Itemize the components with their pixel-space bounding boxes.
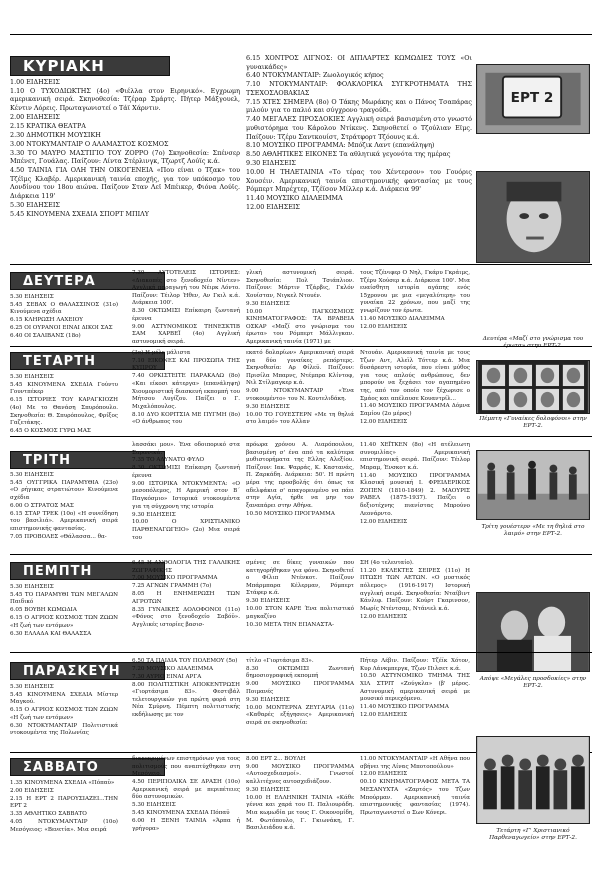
triti-column-3 xyxy=(246,442,354,552)
program-entry: 5.45 ΤΟ ΠΑΡΑΜΥΘΙ ΤΩΝ ΜΕΓΑΛΩΝ Παιδικό xyxy=(10,591,118,606)
program-entry: 11.40 ΜΟΥΣΙΚΟ ΠΡΟΓΡΑΜΜΑ Δόμνα Σαμίου (2ο μέρος) xyxy=(360,403,470,418)
day-title: ΣΑΒΒΑΤΟ xyxy=(23,760,99,775)
paraskevi-column-1 xyxy=(10,684,118,746)
photo-women-portraits xyxy=(476,360,590,414)
program-entry: 6.15 ΧΟΝΤΡΟΣ ΛΙΓΝΟΣ: ΟΙ ΔΙΠΛΑΡΤΕΣ ΚΩΜΩΔΙΕΣ ΤΟΥΣ «Οι γυναικάδες» xyxy=(246,54,472,71)
kyriaki-column-1 xyxy=(10,78,240,258)
program-entry: 5.45 ΟΥΓΓΡΙΚΑ ΠΑΡΑΜΥΘΙΑ (23o) «Ο ρήγικας στρατιώτου» Κινούμενα σχέδια xyxy=(10,479,118,502)
program-entry: 4.50 ΠΕΡΙΠΟΛΙΚΑ ΣΕ ΔΡΑΣΗ (10o) Αμερικανική σειρά με περιπέτειες δύο αστυνομικών. xyxy=(132,779,240,801)
program-entry: 6.00 Ο ΣΤΡΑΤΟΣ ΜΑΣ xyxy=(10,502,74,509)
day-title: ΚΥΡΙΑΚΗ xyxy=(23,57,105,75)
photo-period-drama xyxy=(476,592,590,672)
program-entry: 2.15 ΚΡΑΤΙΚΑ ΘΕΑΤΡΑ xyxy=(10,121,86,130)
program-entry: 10.00 ΠΑΓΚΟΣΜΙΟΣ ΚΙΝΗΜΑΤΟΓΡΑΦΟΣ: ΤΑ ΒΡΑΒΕΙΑ ΟΣΚΑΡ «Μαζί στο γνώρισμα του έρωτα» του Ρόμπερτ Μάλλιγκαν. Αμερικανική ταινία (1971) με xyxy=(246,308,354,345)
day-title: ΤΕΤΑΡΤΗ xyxy=(23,354,96,369)
program-entry: 6.15 Ο ΑΓΡΙΟΣ ΚΟΣΜΟΣ ΤΩΝ ΖΩΩΝ «Η ζωή των εντόμων» xyxy=(10,615,118,629)
triti-column-4 xyxy=(360,442,470,552)
program-entry: 6.45 Η ΑΝΘΟΛΟΓΙΑ ΤΗΣ ΓΑΛΛΙΚΗΣ ΖΩΓΡΑΦΙΚΗΣ xyxy=(132,560,240,574)
program-entry: 8.00 ΠΟΛΙΤΙΣΤΙΚΗ ΑΠΟΚΕΝΤΡΩΣΗ «Γιορτάσιμα 83». Φεστιβάλ τελετουργικών για πρώτη φορά στη Νέα Σμύρνη. Πέμπτη πολιτιστικής εκδήλωσης με τον xyxy=(132,681,240,719)
program-entry: 6.05 ΒΟΥΒΗ ΚΩΜΩΔΙΑ xyxy=(10,607,77,614)
program-entry: 8.50 ΑΘΛΗΤΙΚΕΣ ΕΙΚΟΝΕΣ Τα αθλητικά γεγονότα της ημέρας xyxy=(246,150,451,159)
photo-caption: Απόψε «Μεγάλες προσδοκίες» στην ΕΡΤ-2. xyxy=(479,676,587,690)
svg-text:ΕΡΤ 2: ΕΡΤ 2 xyxy=(510,89,554,106)
program-entry: 8.30 ΟΚΤΩΜΙΣΙ Επίκαιρη ζωντανή έρευνα xyxy=(132,465,240,479)
triti-column-2 xyxy=(132,442,240,552)
program-entry: 9.30 ΕΙΔΗΣΕΙΣ xyxy=(246,696,290,703)
program-entry: 12.00 ΕΙΔΗΣΕΙΣ xyxy=(360,613,408,620)
program-entry: 10.00 ΤΟ ΓΟΥΕΣΤΕΡΝ «Με τη θηλιά στο λαιμό» του Αλλαν xyxy=(246,411,354,426)
program-entry: 5.30 ΕΙΔΗΣΕΙΣ xyxy=(10,294,54,300)
program-entry: 2.00 ΕΙΔΗΣΕΙΣ xyxy=(10,112,60,121)
photo-western-scene xyxy=(476,450,590,520)
tetarti-column-4 xyxy=(360,350,470,432)
pempti-column-4 xyxy=(360,560,470,648)
program-entry: 7.20 ΜΟΥΣΙΚΟ ΔΙΑΛΕΙΜΜΑ xyxy=(132,665,214,672)
program-entry: 5.45 ΣΕΒΑΧ Ο ΘΑΛΑΣΣΙΝΟΣ (31o) Κινούμενα σχέδια xyxy=(10,301,118,316)
paraskevi-column-4 xyxy=(360,658,470,748)
program-entry: 11.40 ΧΕΪΤΚΕΝ (8o) «Η ατέλειωτη συνομιλίας» Αμερικανική επιστημονική σειρά. Παίζουν: Τέιλορ Μπραμ, Ένσκοτ κ.ά. xyxy=(360,442,470,471)
ert2-logo xyxy=(476,64,590,134)
program-entry: 1.00 ΕΙΔΗΣΕΙΣ xyxy=(10,78,60,86)
photo-kyriaki-man xyxy=(476,171,590,263)
program-entry: 6.15 ΙΣΤΟΡΙΕΣ ΤΟΥ ΚΑΡΑΓΚΙΟΖΗ (4o) Με το Θανάση Σπυρόπουλο. Σκηνοθεσία: Θ. Σπυρόπουλος, Φρίξος Γαζετάκης. xyxy=(10,397,118,427)
program-entry: 1.35 ΚΙΝΟΥΜΕΝΑ ΣΧΕΔΙΑ «Πόπαϋ» xyxy=(10,780,115,786)
program-entry: 7.35 ΤΟ ΑΔΥΝΑΤΟ ΦΥΛΟ xyxy=(132,457,205,464)
program-entry: 9.00 ΜΟΥΣΙΚΟ ΠΡΟΓΡΑΜΜΑ Ποιμανές xyxy=(246,681,354,695)
program-entry: 12.00 ΕΙΔΗΣΕΙΣ xyxy=(360,712,408,719)
program-entry: 5.30 ΕΙΔΗΣΕΙΣ xyxy=(10,200,60,209)
tetarti-column-2 xyxy=(132,350,240,432)
savvato-column-4 xyxy=(360,756,470,852)
program-entry: 5.30 ΕΙΔΗΣΕΙΣ xyxy=(10,684,54,690)
kyriaki-column-2 xyxy=(246,54,472,258)
program-entry: 5.30 ΕΙΔΗΣΕΙΣ xyxy=(10,472,54,478)
program-entry: εκατό δολαρίων» Αμερικανική σειρά για δύο γυναίκες ρεπόρτερς. Σκηνοθεσία: Αρ Φίλεϋ. Παίζουν: Πρισίλα Μπαρνς, Ντέμπρα Κλίντοφ, Νιλ Στίλμαγκερ κ.ά. xyxy=(246,350,354,387)
program-entry: 9.00 ΜΟΥΣΙΚΟ ΠΡΟΓΡΑΜΜΑ «Αυτοσχεδιασμοί». Γνωστοί καλλιτέχνες αυτοσχεδιάζουν. xyxy=(246,763,354,786)
program-entry: 12.00 ΕΙΔΗΣΕΙΣ xyxy=(246,203,300,212)
program-entry: 2.30 ΔΗΜΟΤΙΚΗ ΜΟΥΣΙΚΗ xyxy=(10,130,101,139)
program-entry: 3.00 ΝΤΟΚΥΜΑΝΤΑΙΡ Ο ΑΛΑΜΑΣΤΟΣ ΚΟΣΜΟΣ xyxy=(10,139,169,148)
program-entry: 5.45 ΚΙΝΟΥΜΕΝΑ ΣΧΕΔΙΑ Γούντυ Γουντπέκερ xyxy=(10,381,118,396)
program-entry: 8.10 ΔΥΟ ΚΟΡΙΤΣΙΑ ΜΕ ΠΥΓΜΗ (8o) «Ο άνθρωπος του xyxy=(132,411,240,426)
program-entry: 7.30 ΑΥΡΙΟ ΕΙΝΑΙ ΑΡΓΑ xyxy=(132,673,202,680)
program-entry: 8.10 ΜΟΥΣΙΚΟ ΠΡΟΓΡΑΜΜΑ: Μπόζικ Λαντ (επανάληψη) xyxy=(246,141,435,150)
section-divider xyxy=(10,34,592,35)
program-entry: 6.00 Η ΞΕΝΗ ΤΑΙΝΙΑ «Άρπα ή γρήγορα» xyxy=(132,817,240,832)
program-entry: πρόωρα χρόνου Α. Λιαρόπουλου, βασισμένη σ' ένα από τα καλύτερα μυθιστορήματα της Ελλης Αλεξίου. Παίζουν: Ιακ. Ψαρράς, Κ. Καστανάς, Π. Ζαρκάδη. Διάρκεια: 50'. Η πρώτη μέρα της προσβολής ότι όπως τα αδελφάκια σ' απαγορευμένο να πάει στην Αγία, ήρθε να μην τον ξαναπάρει στην Αθήνα. xyxy=(246,442,354,509)
deftera-column-4 xyxy=(360,270,470,342)
photo-schoolgirls-graphic xyxy=(477,737,589,823)
photo-caption: Πέμπτη «Γυναίκες δολοφόνοι» στην ΕΡΤ-2. xyxy=(479,416,587,430)
program-entry: 1.10 Ο ΤΥΧΟΔΙΩΚΤΗΣ (4o) «Φιέλλα στον Ειρηνικό». Εγχρωμη αμερικανική σειρά. Σκηνοθεσία: Τζέραρ Σμάρτς. Πήτερ Μάξγουελ, Κέντιν Λόρεις. Πρωταγωνιστεί ο Τάϊ Χάρντιν. xyxy=(10,86,240,113)
program-entry: 5.30 ΕΙΔΗΣΕΙΣ xyxy=(10,374,54,380)
program-entry: 10.00 ΜΟΝΤΕΡΝΑ ΖΕΥΓΑΡΙΑ (11o) «Καθαρές εξήγησεις» Αμερικανική σειρά σε σκηνοθεσία: xyxy=(246,704,354,726)
photo-schoolgirls xyxy=(476,736,590,824)
triti-column-1 xyxy=(10,472,118,550)
program-entry: 12.00 ΕΙΔΗΣΕΙΣ xyxy=(360,323,408,330)
program-entry: τίτλο «Γιορτάσιμα 83». xyxy=(246,658,314,664)
pempti-column-1 xyxy=(10,584,118,646)
photo-caption: Τρίτη γουέστερν «Με τη θηλιά στο λαιμό» στην ΕΡΤ-2. xyxy=(481,524,585,538)
program-entry: 00.10 ΚΙΝΗΜΑΤΟΓΡΑΦΟΣ ΜΕΤΑ ΤΑ ΜΕΣΑΝΥΧΤΑ «Ζαρτός» του Τζων Μπούρμαν. Αμερικανική ταινία επιστημονικής φαντασίας (1974). Πρωταγωνιστεί ο Σων Κόνερι. xyxy=(360,779,470,816)
program-entry: σμένες σε δίκες γυναικών που κατηγορήθηκαν για φόνο. Σκηνοθετεί ο Φίλιπ Ντένκοτ. Παίζουν Μπάρμπαρα Κέλερμαν, Ρόμπερτ Στάφερ κ.ά. xyxy=(246,560,354,597)
program-entry: 7.10 ΕΙΚΟΝΕΣ ΚΑΙ ΠΡΟΣΩΠΑ ΤΗΣ ΚΥΠΡΟΥ xyxy=(132,357,240,372)
program-entry: τους Τζένιφερ Ο Νηλ, Γκάρυ Γκράιμς, Τζέρυ Χούσερ κ.ά. Διάρκεια 100'. Μια ευαίσθητη ιστορία αγάπης ενός 15χρονου με μια «μεγαλύτερη» του γυναίκα 22 χρόνων, που μαζί της γνωρίζουν τον έρωτα. xyxy=(360,270,470,314)
program-entry: 10.50 ΑΣΤΥΝΟΜΙΚΟ ΤΜΗΜΑ ΤΗΣ ΧΙΛ ΣΤΡΙΤ «Ζούγκλα» (β' μέρος. Αστυνομική αμερικανική σειρά με μουσικό περιεχόμενο. xyxy=(360,673,470,703)
section-divider xyxy=(10,346,592,347)
savvato-column-2 xyxy=(132,756,240,852)
program-entry: 4.05 ΝΤΟΚΥΜΑΝΤΑΙΡ (10o) Μεσόγειος: «Βενετία». Μια σειρά xyxy=(10,819,118,833)
program-entry: 8.30 ΟΚΤΩΜΙΣΙ Επίκαιρη ζωντανή έρευνα xyxy=(132,308,240,322)
program-entry: 9.30 ΕΙΔΗΣΕΙΣ xyxy=(246,159,296,168)
program-entry: 8.35 ΓΥΝΑΙΚΕΣ ΔΟΛΟΦΟΝΟΙ (11o) «Φόνος στο ξενοδοχείο Σαβόϋ». Αγγλικές ιστορίες βασισ- xyxy=(132,606,240,628)
pempti-column-2 xyxy=(132,560,240,648)
program-entry: 5.45 ΚΙΝΟΥΜΕΝΑ ΣΧΕΔΙΑ Πόπαϋ xyxy=(132,810,230,817)
program-entry: 10.00 Η ΤΗΛΕΤΑΙΝΙΑ «Το τέρας του Χέντερσον» του Γουόρις Χουσέιν. Αμερικανική ταινία επιστημονικής φαντασίας με τους Ρόμπερτ Μπρέχτερ, Τζέϊσον Μίλλερ κ.ά. Διάρκεια 99' xyxy=(246,168,472,194)
program-entry: 12.00 ΕΙΔΗΣΕΙΣ xyxy=(360,418,408,425)
program-entry: 11.00 ΝΤΟΚΥΜΑΝΤΑΙΡ «Η Αθήνα που σβήνει της Λίνας Μποτοπούλου» xyxy=(360,756,470,770)
program-entry: 10.00 ΣΤΟΝ ΚΑΡΕ Ένα πολιτιστικό μαγκαζίνο xyxy=(246,606,354,620)
program-entry: 6.50 ΤΑ ΠΑΙΔΙΑ ΤΟΥ ΠΟΛΕΜΟΥ (5o) xyxy=(132,658,238,664)
program-entry: 4.50 ΤΑΙΝΙΑ ΓΙΑ ΟΛΗ ΤΗΝ ΟΙΚΟΓΕΝΕΙΑ «Που είναι ο Τζακ» του Τζέϊμς Κλαβέρ. Αμερικανική ταινία εποχής, για τον υπόκοσμο του Λονδίνου τον 18ου αιώνα. Παίζουν Σταν Λεϊ Μπέικερ, Φιόνα Λούϊς. Διάρκεια 119' xyxy=(10,166,240,200)
day-title: ΤΡΙΤΗ xyxy=(23,453,71,468)
tetarti-column-3 xyxy=(246,350,354,432)
program-entry: 9.30 ΕΙΔΗΣΕΙΣ xyxy=(246,598,290,605)
section-divider xyxy=(10,436,592,437)
program-entry: 9.00 ΙΣΤΟΡΙΚΑ ΝΤΟΚΥΜΕΝΤΑ: «Ο μεσοπόλεμος, Η Αμερική στον Β΄ Παγκόσμιο» Ιστορικά ντοκουμέντα για τη σύγχρονη της ιστορία xyxy=(132,480,240,510)
program-entry: 6.40 ΟΙ ΣΑΛΙΒΑΝΣ (18o) xyxy=(10,333,81,340)
program-entry: 9.30 ΕΙΔΗΣΕΙΣ xyxy=(246,300,290,307)
ert2-logo-graphic xyxy=(477,65,589,133)
pempti-column-3 xyxy=(246,560,354,648)
section-divider xyxy=(10,554,592,555)
program-entry: 12.00 ΕΙΔΗΣΕΙΣ xyxy=(360,771,408,778)
program-entry: 6.15 ΣΤΑΡ ΤΡΕΚ (10o) «Η συνείδηση του βασιλιά». Αμερικανική σειρά επιστημονικής φαντασίας. xyxy=(10,510,118,533)
program-entry: Ντουάν. Αμερικανική ταινία με τους Τζων Αντ, Αλεϊλ Τόττερ κ.ά. Μια δυσάρεστη ιστορία, που είναι μύθος για τους απλούς ανθρώπους, δεν μπορούν να ξεχάσει τον αγαπημένο της, από τον οποίο τον ξέχωρισε ο Σμάος και απέλαυσε Κουαντρίλ... xyxy=(360,350,470,402)
program-entry: 11.40 ΜΟΥΣΙΚΟ ΔΙΑΛΕΙΜΜΑ xyxy=(246,194,343,203)
program-entry: 7.15 ΧΤΕΣ ΣΗΜΕΡΑ (8o) Ο Τάκης Μωράκης και ο Πάνος Τσαπάρας μιλούν για το παλιό και σύγχρονο τραγούδι. xyxy=(246,97,472,115)
program-entry: 7.30 ΑΥΤΟΤΕΛΕΙΣ ΙΣΤΟΡΙΕΣ: «Διακοπές στο ξενοδοχείο Νίντεν» Αγγλική παραγωγή του Νέιρκ Λόντο. Παίζουν: Τέιλορ Ήθεν, Αν Γκιλ κ.ά. Διάρκεια 100'. xyxy=(132,270,240,307)
program-entry: 8.05 Η ΕΝΗΜΕΡΩΣΗ ΤΩΝ ΑΓΡΟΤΩΝ xyxy=(132,591,240,605)
program-entry: 2.00 ΕΙΔΗΣΕΙΣ xyxy=(10,787,54,794)
program-entry: διακεκριμένων επιστημόνων για τους πολιτισμούς που αναπτύχθηκαν στη Μεσόγειο. xyxy=(132,756,240,778)
program-entry: 7.40 ΜΕΓΑΛΕΣ ΠΡΟΣΔΟΚΙΕΣ Αγγλική σειρά βασισμένη στο γνωστό μυθιστόρημα του Κάρολου Ντίκενς. Σκηνοθετεί ο Τζούλιαν Εϊμς. Παίζουν: Τζέρυ Σαντκουίστ, Στράτφορτ Τζόουνς κ.ά. xyxy=(246,115,472,141)
section-divider xyxy=(10,652,592,653)
savvato-column-3 xyxy=(246,756,354,852)
program-entry: 9.30 ΕΙΔΗΣΕΙΣ xyxy=(132,511,176,518)
paraskevi-column-3 xyxy=(246,658,354,748)
program-entry: 10.50 ΜΟΥΣΙΚΟ ΠΡΟΓΡΑΜΜΑ xyxy=(246,510,335,517)
program-entry: 10.00 Η ΕΛΛΗΝΙΚΗ ΤΑΙΝΙΑ «Κάθε γέννα και χαρά του Π. Παλιουράδη. Μια κωμωδία με τους Γ. Οικονομίδη, Μ. Φωτόπουλο, Γ. Γκιωνάκη, Γ. Βασιλειάδου κ.ά. xyxy=(246,794,354,832)
program-entry: 5.30 ΕΙΔΗΣΕΙΣ xyxy=(10,584,54,590)
program-entry: 9.30 ΕΙΔΗΣΕΙΣ xyxy=(246,786,290,793)
program-entry: 10.30 ΜΕΤΑ ΤΗΝ ΕΠΑΝΑΣΤΑ- xyxy=(246,621,334,628)
program-entry: 6.45 Ο ΚΟΣΜΟΣ ΓΥΡΩ ΜΑΣ xyxy=(10,428,91,435)
photo-caption: Τετάρτη «Γ' Χριστιανικό Παρθεναγωγείο» στην ΕΡΤ-2. xyxy=(489,828,577,842)
program-entry: 6.30 ΕΛΛΑΔΑ ΚΑΙ ΘΑΛΑΣΣΑ xyxy=(10,630,92,637)
program-entry: 5.45 ΚΙΝΟΥΜΕΝΑ ΣΧΕΔΙΑ ΣΠΟΡΤ ΜΠΙΛΥ xyxy=(10,209,149,218)
program-entry: 7.10 ΝΤΟΚΥΜΑΝΤΑΙΡ: ΦΟΛΚΛΟΡΙΚΑ ΣΥΓΚΡΟΤΗΜΑΤΑ ΤΗΣ ΤΣΕΧΟΣΛΟΒΑΚΙΑΣ xyxy=(246,80,472,97)
program-entry: 10.00 Ο ΧΡΙΣΤΙΑΝΙΚΟ ΠΑΡΘΕΝΑΓΩΓΕΙΟ» (2o) Μια σειρά του xyxy=(132,519,240,541)
program-entry: 7.40 ΟΡΚΙΣΤΕΙΤΕ ΠΑΡΑΚΑΛΩ (8o) «Και είκοσι κάτεργα» (επανάληψη) Χιουμοριστική διασκευή εκπομπή του Μήτσου Λυγίζου. Παίζει ο Γ. Μιχαλόπουλος. xyxy=(132,373,240,410)
program-entry: 9.00 ΑΣΤΥΝΟΜΙΚΟΣ ΤΗΝΕΣΚΤΙΒ ΣΑΜ ΧΑΡΒΕΪ (4o) Αγγλική αστυνομική σειρά. xyxy=(132,323,240,345)
program-entry: 11.40 ΜΟΥΣΙΚΟ ΠΡΟΓΡΑΜΜΑ Κλασική μουσική Ι. ΦΡΕΙΔΕΡΙΚΟΣ ΖΟΠΕΝ (1810-1849) 2. ΜΑΟΥΡΙΣ ΡΑΒΕΛ (1875-1937). Παίζει ο δεξιοτέχνης πιανίστας Μπρούνο Λεονάρντο. xyxy=(360,472,470,517)
program-entry: 5.30 ΕΙΔΗΣΕΙΣ xyxy=(132,802,176,809)
program-entry: 8.30 ΟΚΤΩΜΙΣΙ Ζωντανή δημοσιογραφική εκπομπή xyxy=(246,665,354,680)
day-title: ΠΑΡΑΣΚΕΥΗ xyxy=(23,664,121,679)
day-header-kyriaki xyxy=(10,56,170,76)
savvato-column-1 xyxy=(10,780,118,852)
program-entry: 11.20 ΕΚΛΕΚΤΕΣ ΣΕΙΡΕΣ (11o) Η ΠΤΩΣΗ ΤΩΝ ΑΕΤΩΝ. «Ο μυστικός πόλεμος» (1916-1917) Ιστορική αγγλική σειρά. Σκηνοθεσία: Νταίβιντ Κάνλιφ. Παίζουν: Κούρτ Γκαρινσον, Μωρίς Ντέντσαμ, Ντάνιελ κ.ά. xyxy=(360,567,470,612)
program-entry: 9.30 ΕΙΔΗΣΕΙΣ xyxy=(246,403,290,410)
program-entry: 3.30 ΤΟ ΜΑΥΡΟ ΜΑΣΤΙΓΙΟ ΤΟΥ ΖΟΡΡΟ (7o) Σκηνοθεσία: Σπένσερ Μπένετ, Γουάλας. Παίζουν: Λίντα Στέρλινγκ, Τζωρτζ Λούϊς κ.ά. xyxy=(10,148,240,166)
program-entry: 6.30 ΝΤΟΚΥΜΑΝΤΑΙΡ Πολιτιστικά ντοκουμέντα της Πολωνίας xyxy=(10,722,118,737)
tetarti-column-1 xyxy=(10,374,118,435)
program-entry: 2.15 Η ΕΡΤ 2 ΠΑΡΟΥΣΙΑΖΕΙ...ΤΗΝ ΕΡΤ 2 xyxy=(10,795,118,810)
program-entry: 8.00 ΕΡΤ 2... ΒΟΥΛΗ xyxy=(246,756,306,762)
program-entry: 7.00 ΜΟΥΣΙΚΟ ΠΡΟΓΡΑΜΜΑ xyxy=(132,575,218,582)
day-title: ΔΕΥΤΕΡΑ xyxy=(23,274,96,289)
program-entry: (3o) Η μέλε μάλιστα xyxy=(132,350,191,356)
program-entry: 6.40 ΝΤΟΚΥΜΑΝΤΑΙΡ: Ζωολογικός κήπος xyxy=(246,71,384,80)
program-entry: 11.40 ΜΟΥΣΙΚΟ ΠΡΟΓΡΑΜΜΑ xyxy=(360,704,449,711)
program-entry: γλική αστυνομική σειρά. Σκηνοθεσία: Πολ Τσιάπλιον. Παίζουν: Μάρτιν Τζάρβις, Γκλόν Χουίσταν, Νιγκελ Ντουέν. xyxy=(246,270,354,299)
program-entry: Πήτερ Λέβιν. Παίζουν: Τζέϊκ Χότον, Κυρ Λάνκμπεργκ, Τζων Πιλσετ κ.ά. xyxy=(360,658,470,672)
paraskevi-column-2 xyxy=(132,658,240,748)
photo-kyriaki-man-graphic xyxy=(477,172,589,262)
day-title: ΠΕΜΠΤΗ xyxy=(23,564,93,579)
deftera-column-3 xyxy=(246,270,354,345)
program-entry: 7.25 ΑΓΝΩΝ ΓΡΑΜΜΗ (7o) xyxy=(132,583,212,590)
photo-period-drama-graphic xyxy=(477,593,589,671)
program-entry: 3.35 ΑΘΛΗΤΙΚΟ ΣΑΒΒΑΤΟ xyxy=(10,811,87,818)
program-entry: 5.45 ΚΙΝΟΥΜΕΝΑ ΣΧΕΔΙΑ Μίστερ Μαγκού. xyxy=(10,691,118,706)
deftera-column-1 xyxy=(10,294,118,344)
program-entry: 11.40 ΜΟΥΣΙΚΟ ΔΙΑΛΕΙΜΜΑ xyxy=(360,315,445,322)
photo-western-scene-graphic xyxy=(477,451,589,519)
program-entry: 6.25 ΟΙ ΟΥΡΑΝΟΙ ΕΙΝΑΙ ΔΙΚΟΙ ΣΑΣ xyxy=(10,325,113,332)
program-entry: 9.00 ΝΤΟΚΥΜΑΝΤΑΙΡ «Ένα ντοκουμέντο» του Ν. Κουτελιδάκη. xyxy=(246,388,354,402)
program-entry: 6.15 Ο ΑΓΡΙΟΣ ΚΟΣΜΟΣ ΤΩΝ ΖΩΩΝ «Η ζωή των εντόμων» xyxy=(10,707,118,721)
program-entry: ΣΗ (4o τελευταίο). xyxy=(360,560,414,566)
program-entry: 7.05 ΠΡΟΒΟΛΕΣ «Θάλασσα... θα- xyxy=(10,533,107,540)
program-entry: 12.00 ΕΙΔΗΣΕΙΣ xyxy=(360,518,408,525)
program-entry: λασσάκι μου». Ένα οδοιπορικό στα Σαρωνικά. xyxy=(132,442,240,456)
photo-women-portraits-graphic xyxy=(477,361,589,413)
section-divider xyxy=(10,264,592,265)
deftera-column-2 xyxy=(132,270,240,345)
photo-caption: Δευτέρα «Μαζί στο γνώρισμα του έρωτα» στην ΕΡΤ-2. xyxy=(482,336,584,350)
program-entry: 6.15 ΚΛΗΡΩΣΗ ΛΑΧΕΙΟΥ xyxy=(10,317,83,324)
tv-guide-page xyxy=(10,6,592,890)
